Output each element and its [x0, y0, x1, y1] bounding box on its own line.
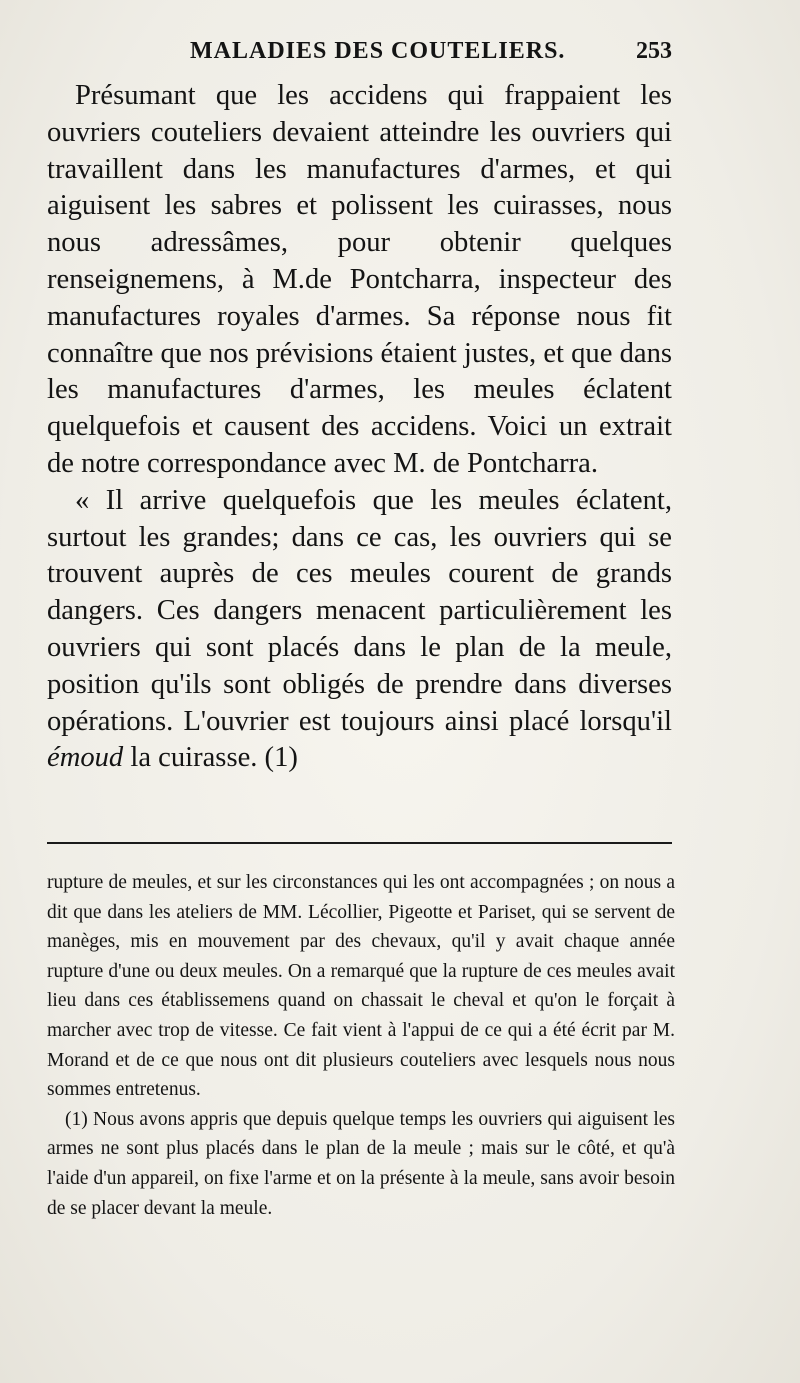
main-text — [47, 78, 672, 777]
paragraph-1: Présumant que les accidens qui frappaient les ouvriers couteliers devaient atteindre les ouvriers qui travaillent dans les manufactures d'armes, et qui aiguisent les sabres et polissent les cuirasses, nous nous adressâmes, pour obtenir quelques renseignemens, à M.de Pontcharra, inspecteur des manufactures royales d'armes. Sa réponse nous fit connaître que nos prévisions étaient justes, et que dans les manufactures d'armes, les meules éclatent quelquefois et causent des accidens. Voici un extrait de notre correspondance avec M. de Pontcharra. — [47, 80, 672, 479]
paragraph-2-end: la cuirasse. (1) — [123, 742, 298, 774]
footnote-separator-rule — [47, 842, 672, 844]
paragraph-2 — [47, 483, 672, 777]
footnotes — [47, 868, 675, 1223]
footnote-continuation: rupture de meules, et sur les circonstances qui les ont accompagnées ; on nous a dit que dans les ateliers de MM. Lécollier, Pigeotte et Pariset, qui se servent de manèges, mis en mouvement par des chevaux, qu'il y avait chaque année rupture d'une ou deux meules. On a remarqué que la rupture de ces meules avait lieu dans ces établissemens quand on chassait le cheval et qu'on le forçait à marcher avec trop de vitesse. Ce fait vient à l'appui de ce qui a été écrit par M. Morand et de ce que nous ont dit plusieurs couteliers avec lesquels nous nous sommes entretenus. — [47, 872, 675, 1101]
running-title: MALADIES DES COUTELIERS. — [190, 38, 566, 64]
paragraph-2-text: « Il arrive quelquefois que les meules éclatent, surtout les grandes; dans ce cas, les ouvriers qui se trouvent auprès de ces meules courent de grands dangers. Ces dangers menacent particulièrement les ouvriers qui sont placés dans le plan de la meule, position qu'ils sont obligés de prendre dans diverses opérations. L'ouvrier est toujours ainsi placé lorsqu'il — [47, 484, 672, 737]
italic-word: émoud — [47, 742, 124, 774]
page-header — [52, 38, 672, 74]
footnote-1: (1) Nous avons appris que depuis quelque temps les ouvriers qui aiguisent les armes ne sont plus placés dans le plan de la meule ; mais sur le côté, et qu'à l'aide d'un appareil, on fixe l'arme et on la présente à la meule, sans avoir besoin de se placer devant la meule. — [47, 1108, 675, 1219]
page-number: 253 — [636, 38, 672, 64]
